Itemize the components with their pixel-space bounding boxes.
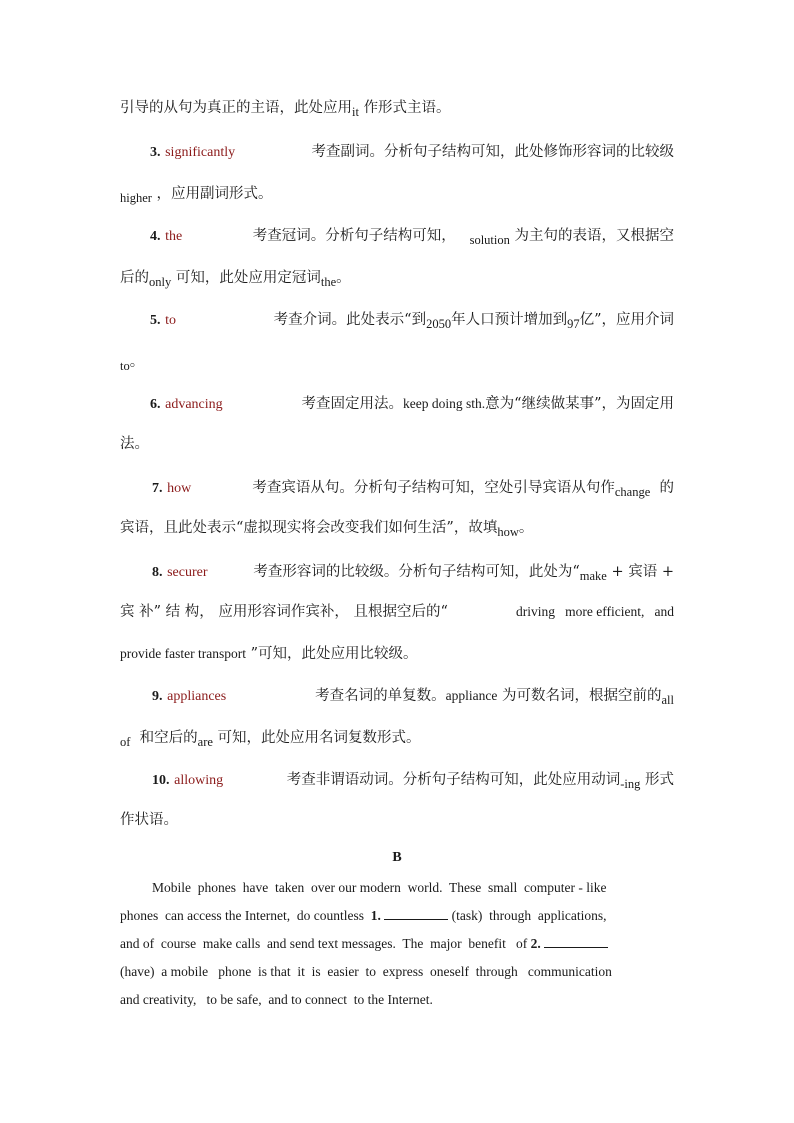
answer-item-9-cont: of 和空后的are 可知，此处应用名词复数形式。 — [120, 730, 421, 749]
passage-line-3: and of course make calls and send text messages. The major benefit of 2. — [120, 934, 674, 954]
passage-line-5: and creativity, to be safe, and to connect to the Internet. — [120, 992, 433, 1007]
prev-item-tail: 引导的从句为真正的主语，此处应用it 作形式主语。 — [120, 100, 451, 119]
answer-word: significantly — [165, 145, 236, 160]
answer-item-9: 9. appliances 考查名词的单复数。appliance 为可数名词，根据空前的all — [152, 688, 674, 707]
answer-word: how — [167, 481, 192, 496]
answer-item-8-cont2: provide faster transport ”可知，此处应用比较级。 — [120, 646, 418, 662]
answer-word: to — [165, 313, 176, 328]
answer-item-6-cont: 法。 — [120, 436, 149, 452]
answer-item-10: 10. allowing 考查非谓语动词。分析句子结构可知，此处应用动词-ing 形式 — [152, 772, 674, 791]
answer-word: allowing — [174, 773, 224, 788]
passage-line-4: (have) a mobile phone is that it is easier to express oneself through communication — [120, 964, 612, 979]
answer-blank-2[interactable] — [544, 934, 608, 948]
answer-item-8-cont: 宾 补” 结 构， 应用形容词作宾补， 且根据空后的“ driving more efficient, and — [120, 604, 674, 620]
answer-item-7: 7. how 考查宾语从句。分析句子结构可知，空处引导宾语从句作change 的 — [152, 480, 674, 499]
answer-word: advancing — [165, 397, 223, 412]
answer-item-8: 8. securer 考查形容词的比较级。分析句子结构可知，此处为“make + 宾语 + — [152, 564, 674, 583]
section-heading: B — [392, 850, 402, 865]
answer-item-10-cont: 作状语。 — [120, 812, 178, 828]
passage-line-2: phones can access the Internet, do countless 1. (task) through applications, — [120, 908, 607, 923]
answer-word: the — [165, 229, 183, 244]
answer-item-4: 4. the 考查冠词。分析句子结构可知， solution 为主句的表语，又根据空 — [150, 228, 674, 247]
answer-item-4-cont: 后的only 可知，此处应用定冠词the。 — [120, 270, 351, 289]
answer-word: appliances — [167, 689, 227, 704]
answer-item-5: 5. to 考查介词。此处表示“到2050年人口预计增加到97亿”，应用介词 — [150, 312, 674, 331]
answer-item-7-cont: 宾语，且此处表示“虚拟现实将会改变我们如何生活”，故填how。 — [120, 520, 534, 539]
answer-item-5-cont: to。 — [120, 354, 145, 373]
passage-line-1: Mobile phones have taken over our modern world. These small computer - like — [152, 880, 607, 895]
answer-item-3-cont: higher ，应用副词形式。 — [120, 186, 273, 205]
answer-item-6: 6. advancing 考查固定用法。keep doing sth.意为“继续做某事”，为固定用 — [150, 396, 674, 412]
answer-blank-1[interactable] — [384, 906, 448, 920]
answer-item-3: 3. significantly 考查副词。分析句子结构可知，此处修饰形容词的比较级 — [150, 144, 674, 160]
answer-word: securer — [167, 565, 208, 580]
